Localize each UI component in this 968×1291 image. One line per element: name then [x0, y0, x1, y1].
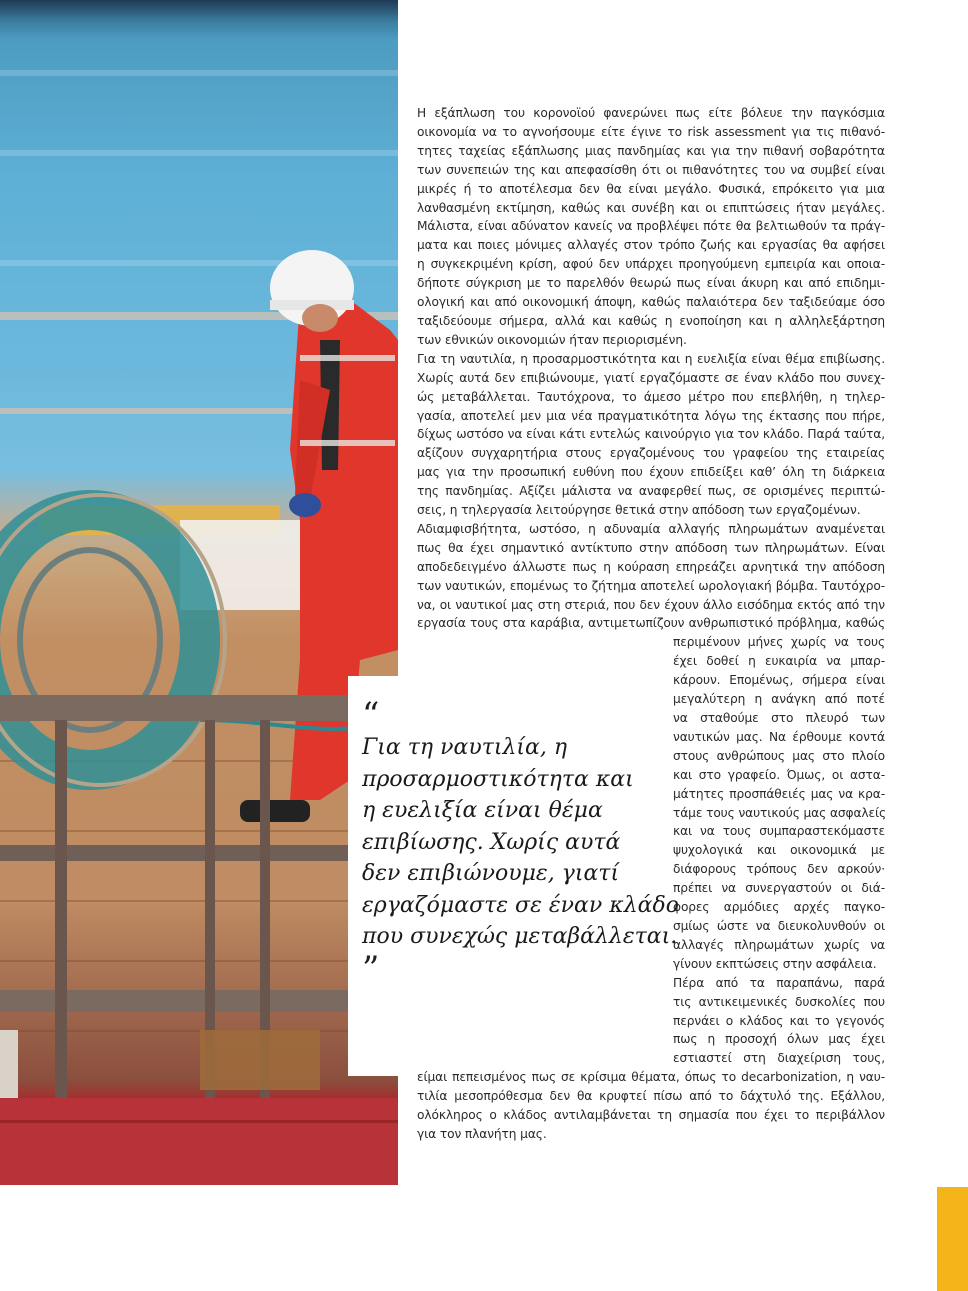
- text-line: ολογική και από οικονομική άποψη, καθώς παλαιότερα δεν ταξιδεύαμε όσο: [417, 295, 885, 310]
- text-line: μας για την προσωπική ευθύνη που έχουν επιδείξει καθ’ όλη τη διάρκεια: [417, 465, 885, 480]
- paragraph-1: [417, 104, 885, 350]
- paragraph-3: [417, 520, 885, 974]
- text-line: μάτητες προσπάθειές μας να κρα-: [673, 786, 885, 801]
- text-line: φορες αρμόδιες αρχές παγκο-: [673, 900, 885, 915]
- quote-line: εργαζόμαστε σε έναν κλάδο: [362, 892, 679, 918]
- text-line: ταξιδεύουμε σήμερα, αλλά και καθώς η ενοποίηση και η αλληλεξάρτηση: [417, 313, 885, 328]
- text-line: και στο γραφείο. Όμως, οι αστα-: [673, 767, 885, 782]
- text-line: ματα και ποιες μόνιμες αλλαγές στον τρόπο ζωής και εργασίας θα αφήσει: [417, 238, 885, 253]
- quote-line: Για τη ναυτιλία, η: [362, 735, 568, 760]
- seafarer-photo: [0, 0, 398, 1185]
- text-line: στους ανθρώπους μας στο πλοίο: [673, 748, 885, 763]
- text-line: εργασία τους στα καράβια, αντιμετωπίζουν ανθρωπιστικό πρόβλημα, καθώς: [417, 616, 885, 631]
- quote-line: που συνεχώς μεταβάλλεται.: [362, 924, 678, 949]
- text-line: λανθασμένη εκτίμηση, καθώς και συνέβη και οι επιπτώσεις ήταν μεγάλες.: [417, 200, 885, 215]
- text-line: κάρουν. Επομένως, σήμερα είναι: [673, 673, 885, 688]
- text-line: διάφορους τρόπους δεν αρκούν·: [673, 862, 885, 877]
- text-line: πρέπει να συνεργαστούν οι διά-: [673, 881, 885, 896]
- quote-line: δεν επιβιώνουμε, γιατί: [362, 861, 620, 886]
- quote-close-mark: ”: [362, 949, 380, 989]
- page-accent-bar: [937, 1187, 968, 1291]
- text-line: μικρές ή το αποτέλεσμα δεν θα είναι μεγάλο. Φυσικά, επρόκειτο για μια: [417, 181, 885, 196]
- paragraph-2: [417, 350, 885, 520]
- text-line: αποδεδειγμένο άλλωστε πως η κούραση επηρεάζει αρνητικά την απόδοση: [417, 559, 885, 574]
- text-line: των συνεπειών της και απεφασίσθη ότι οι πιθανότητες του να συμβεί είναι: [417, 162, 885, 177]
- text-line: ολόκληρος ο κλάδος αντιλαμβάνεται τη σημασία που έχει το περιβάλλον: [417, 1108, 885, 1123]
- text-line: πως η προσοχή όλων μας έχει: [673, 1032, 885, 1047]
- text-line: Αδιαμφισβήτητα, ωστόσο, η αδυναμία αλλαγής πληρωμάτων αναμένεται: [417, 521, 885, 536]
- text-line: σεις, η τηλεργασία λειτούργησε θετικά στην απόδοση των εργαζομένων.: [417, 503, 861, 518]
- text-line: Μάλιστα, είναι αδύνατον κανείς να προβλέψει πότε θα βελτιωθούν τα πράγ-: [417, 219, 885, 234]
- text-line: αλλαγές πληρωμάτων χωρίς να: [673, 937, 885, 952]
- text-line: των ναυτικών, επομένως το ζήτημα αποτελεί ωρολογιακή βόμβα. Ταυτόχρο-: [417, 578, 885, 593]
- text-line: για τον πλανήτη μας.: [417, 1126, 547, 1141]
- quote-line: προσαρμοστικότητα και: [362, 766, 634, 792]
- article-body: [417, 104, 885, 1144]
- text-line: η συγκεκριμένη κρίση, αφού δεν υπάρχει προηγούμενη εμπειρία και οποια-: [417, 257, 885, 272]
- text-line: έχει δοθεί η ευκαιρία να μπαρ-: [673, 654, 885, 669]
- text-line: Πέρα από τα παραπάνω, παρά: [673, 975, 885, 990]
- text-line: να, οι ναυτικοί μας στη στεριά, που δεν έχουν άλλο εισόδημα εκτός από την: [417, 597, 885, 612]
- photo-scene: [0, 0, 398, 1185]
- text-line: δίχως ωστόσο να είναι κάτι εντελώς καινούργιο για τον κλάδο. Παρά ταύτα,: [417, 427, 885, 442]
- text-line: Η εξάπλωση του κορονοϊού φανερώνει πως είτε βόλευε την παγκόσμια: [417, 106, 885, 120]
- text-line: της πανδημίας. Αξίζει μάλιστα να αναφερθεί πως, σε ορισμένες περιπτώ-: [417, 484, 885, 499]
- text-line: Χωρίς αυτά δεν επιβιώνουμε, γιατί εργαζόμαστε σε έναν κλάδο που συνεχ-: [417, 370, 885, 385]
- text-line: να σταθούμε στο πλευρό των: [673, 711, 885, 725]
- text-line: οικονομία να το αγνοήσουμε είτε έγινε το risk assessment για τις πιθανό-: [417, 124, 885, 139]
- text-line: δήποτε σύγκριση με το παρελθόν θεωρώ πως είναι άκυρη και από επιδημι-: [417, 276, 885, 291]
- text-line: περιμένουν μήνες χωρίς να τους: [673, 635, 885, 650]
- text-line: αξίζουν συγχαρητήρια στους εργαζομένους του γραφείου της εταιρείας: [417, 446, 885, 461]
- text-line: των εθνικών οικονομιών ήταν περιορισμένη.: [417, 332, 687, 347]
- text-line: μεγαλύτερη η ανάγκη από ποτέ: [673, 692, 885, 707]
- text-line: τιλία μεσοπρόθεσμα δεν θα κρυφτεί πίσω από το δάχτυλό της. Εξάλλου,: [417, 1089, 885, 1104]
- quote-line: η ευελιξία είναι θέμα: [362, 798, 603, 823]
- paragraph-4: [417, 974, 885, 1144]
- text-line: σμίως ώστε να διευκολυνθούν οι: [673, 918, 885, 933]
- text-line: γασία, αποτελεί μεν μια νέα πραγματικότητα λόγω της έκτασης που πήρε,: [417, 408, 885, 423]
- quote-open-mark: “: [362, 695, 380, 735]
- text-line: περνάει ο κλάδος και το γεγονός: [673, 1013, 885, 1028]
- text-line: εστιαστεί στη διαχείριση τους,: [673, 1051, 885, 1066]
- text-line: τάμε τους ναυτικούς μας ασφαλείς: [673, 805, 887, 820]
- text-line: είμαι πεπεισμένος πως σε κρίσιμα θέματα, όπως το decarbonization, η ναυ-: [417, 1070, 885, 1085]
- text-line: πως θα έχει σημαντικό αντίκτυπο στην απόδοση των πληρωμάτων. Είναι: [417, 540, 885, 555]
- text-line: ναυτικών μας. Να έρθουμε κοντά: [673, 729, 885, 744]
- text-line: τις αντικειμενικές δυσκολίες που: [673, 994, 885, 1009]
- text-line: και να τους συμπαραστεκόμαστε: [673, 824, 885, 839]
- text-line: Για τη ναυτιλία, η προσαρμοστικότητα και η ευελιξία είναι θέμα επιβίωσης.: [417, 351, 885, 366]
- quote-line: επιβίωσης. Χωρίς αυτά: [362, 829, 621, 855]
- text-line: ψυχολογικά και οικονομικά με: [673, 843, 885, 858]
- text-line: τητες ταχείας εξάπλωσης μιας πανδημίας και για την πιθανή σοβαρότητα: [417, 143, 885, 158]
- text-line: ώς μεταβάλλεται. Ταυτόχρονα, το άμεσο μέτρο που επεβλήθη, η τηλερ-: [417, 389, 885, 404]
- text-line: γίνουν εκπτώσεις στην ασφάλεια.: [673, 956, 877, 971]
